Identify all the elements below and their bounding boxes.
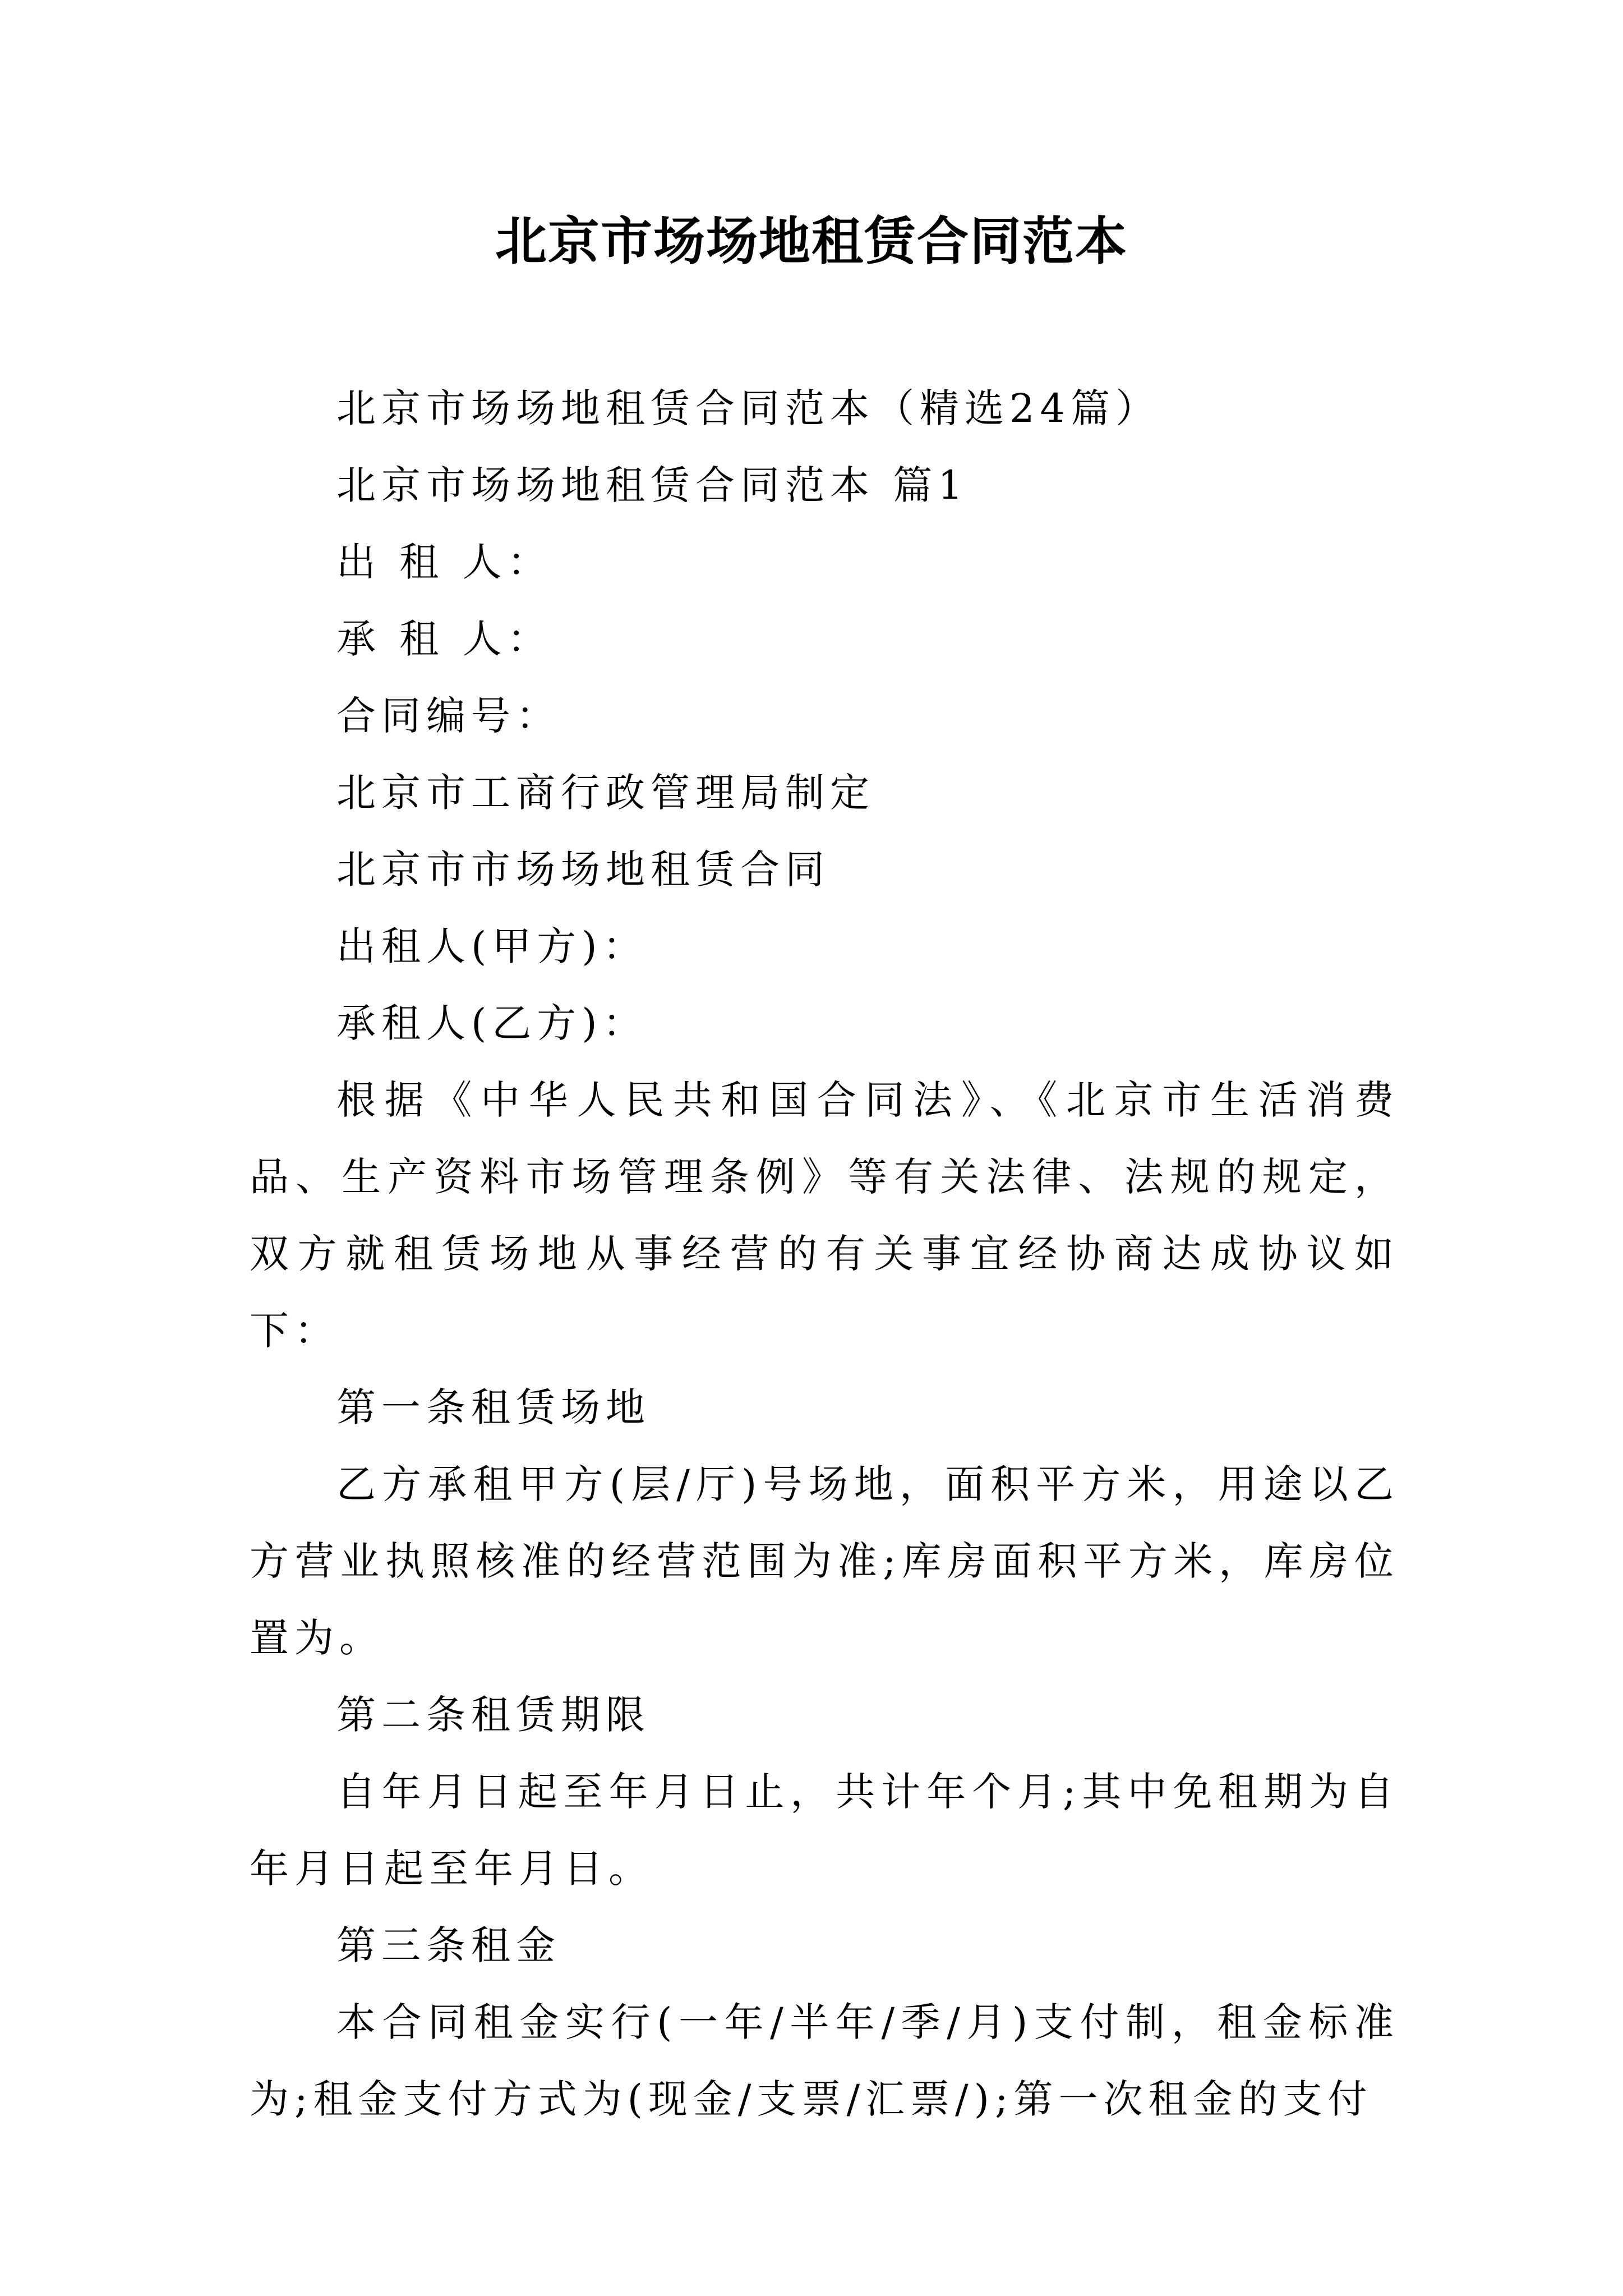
paragraph: 自年月日起至年月日止，共计年个月;其中免租期为自年月日起至年月日。 <box>250 1769 1399 1892</box>
document-body <box>250 370 1399 2138</box>
paragraph: 出 租 人： <box>336 539 552 585</box>
paragraph: 合同编号： <box>336 693 561 739</box>
paragraph: 承租人(乙方)： <box>336 1000 648 1046</box>
paragraph: 第二条租赁期限 <box>336 1692 651 1738</box>
paragraph: 北京市工商行政管理局制定 <box>336 770 875 816</box>
paragraph: 北京市场场地租赁合同范本 篇1 <box>336 462 969 508</box>
paragraph: 承 租 人： <box>336 616 552 662</box>
paragraph: 出租人(甲方)： <box>336 923 648 969</box>
paragraph: 第一条租赁场地 <box>336 1384 651 1430</box>
paragraph: 北京市市场场地租赁合同 <box>336 846 830 892</box>
paragraph: 北京市场场地租赁合同范本（精选24篇） <box>336 385 1161 431</box>
document-title: 北京市场场地租赁合同范本 <box>495 211 1128 272</box>
paragraph: 第三条租金 <box>336 1922 561 1968</box>
paragraph: 乙方承租甲方(层/厅)号场地，面积平方米，用途以乙方营业执照核准的经营范围为准;库房面积平方米，库房位置为。 <box>250 1461 1399 1661</box>
paragraph: 本合同租金实行(一年/半年/季/月)支付制，租金标准为;租金支付方式为(现金/支票/汇票/);第一次租金的支付 <box>250 1999 1399 2122</box>
paragraph: 根据《中华人民共和国合同法》、《北京市生活消费品、生产资料市场管理条例》等有关法律、法规的规定，双方就租赁场地从事经营的有关事宜经协商达成协议如下： <box>250 1077 1399 1354</box>
